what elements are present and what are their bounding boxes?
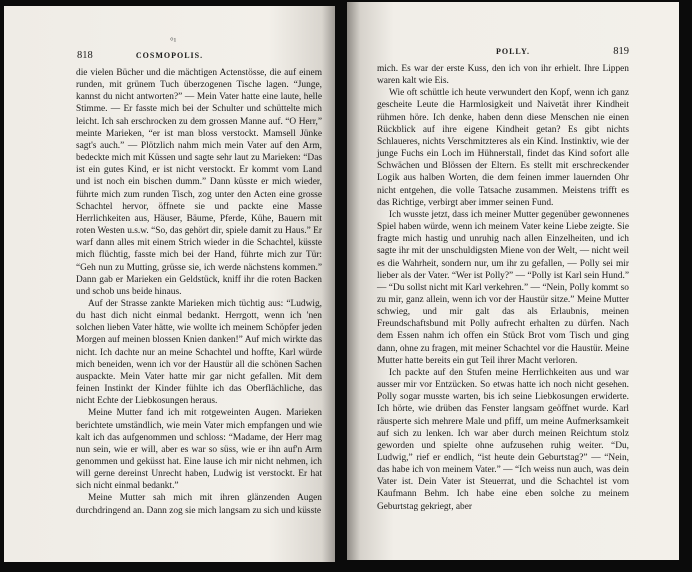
paragraph: Wie oft schüttle ich heute verwundert den Kopf, wenn ich ganz gescheite Leute die Harmlosigkeit und Naivetät ihrer Kindheit rühmen höre. Ich denke, haben denn diese Menschen nie einen Rückblick auf ihre eigene Kindheit getan? Es gibt nichts Schlaueres, nichts Verschmitzteres als ein Kind. Instinktiv, wie der junge Fuchs ein Loch im Hühnerstall, findet das Kind sofort alle Schwächen und Blössen der Eltern. Es stellt mit erschreckender Logik aus halben Worten, die dem feinen immer lauernden Ohr nicht entgehen, die volle Tatsache zusammen. Meistens trifft es das Richtige, verbirgt aber immer seinen Fund. bbox=[377, 88, 629, 208]
left-page bbox=[4, 6, 335, 562]
running-head: COSMOPOLIS. bbox=[135, 51, 204, 60]
page-number: 819 bbox=[613, 46, 629, 57]
paragraph: Meine Mutter sah mich mit ihren glänzenden Augen durchdringend an. Dann zog sie mich langsam zu sich und küsste bbox=[76, 493, 322, 516]
paragraph: Ich packte auf den Stufen meine Herrlichkeiten aus und war ausser mir vor Entzücken. So etwas hatte ich noch nicht gesehen. Polly sogar musste warten, bis ich seine Liebkosungen erwiderte. Ich hörte, wie drüben das Fenster langsam geöffnet wurde. Karl räusperte sich mehrere Male und pfiff, um meine Aufmerksamkeit auf sich zu lenken. Ich war aber durch meinen Reichtum stolz geworden und spielte ohne aufzusehen ruhig weiter. “Du, Ludwig,” rief er endlich, “ist heute dein Geburtstag?” — “Nein, das habe ich von meinem Vater.” — “Ich weiss nun auch, was dein Vater ist. Dein Vater ist Steuerrat, und die Schachtel ist vom Kaufmann Behm. Ich habe eine eben solche zu meinem Geburtstag gekriegt, aber bbox=[377, 367, 629, 512]
paragraph: mich. Es war der erste Kuss, den ich von ihr erhielt. Ihre Lippen waren kalt wie Eis. bbox=[377, 64, 629, 87]
right-page-body bbox=[377, 63, 629, 513]
left-page-header bbox=[4, 50, 335, 64]
right-page bbox=[347, 2, 679, 560]
running-head: POLLY. bbox=[495, 47, 531, 56]
paragraph: die vielen Bücher und die mächtigen Actenstösse, die auf einem runden, mit grünem Tuch überzogenen Tische lagen. “Junge, kannst du nicht antworten?” — Mein Vater hatte eine laute, helle Stimme. — Er fasste mich bei der Schulter und schüttelte mich leicht. Ich sah erschrocken zu dem grossen Manne auf. “O Herr,” meinte Marieken, “er ist man bloss verstockt. Mamsell Jünke sagt's auch.” — Plötzlich nahm mich mein Vater auf den Arm, bedeckte mich mit Küssen und sagte sehr laut zu Marieken: “Das ist ein gutes Kind, er ist nicht verstockt. Er kommt vom Land und ist noch ein bischen dumm.” Dann küsste er mich wieder, führte mich zum runden Tisch, zog unter den Acten eine grosse Schachtel hervor, öffnete sie und packte eine Masse Herrlichkeiten aus, Häuser, Bäume, Pferde, Kühe, Bauern mit roten Westen u.s.w. “So, das gehört dir, spiele damit zu Haus.” Er warf dann alles mit einem Strich wieder in die Schachtel, küsste mich flüchtig, fasste mich bei der Hand, führte mich zur Tür: “Geh nun zu Mutting, grüsse sie, ich werde nächstens kommen.” Dann gab er Marieken ein Geldstück, kniff ihr die roten Backen und schob uns beide hinaus. bbox=[76, 68, 322, 297]
right-page-header bbox=[347, 46, 679, 60]
left-page-body bbox=[76, 67, 322, 517]
paragraph: Meine Mutter fand ich mit rotgeweinten Augen. Marieken berichtete umständlich, wie mein Vater mich empfangen und wie kalt ich das aufgenommen und schloss: “Madame, der Herr mag nun sein, wie er will, aber es war so süss, wie er ihn auf'n Arm genommen und geküsst hat. Eine lause ich mir nicht nehmen, ich will gerne dereinst Unrecht haben, Ludwig ist verstockt. Er hat sich nicht einmal bedankt.” bbox=[76, 408, 322, 492]
paragraph: Auf der Strasse zankte Marieken mich tüchtig aus: “Ludwig, du hast dich nicht einmal bedankt. Herrgott, wenn ich 'nen solchen lieben Vater hätte, wie wollte ich meinem Schöpfer jeden Morgen auf meinen blossen Knien danken!” Auf mich wirkte das nicht. Ich dachte nur an meine Schachtel und hoffte, Karl würde mich beneiden, wenn ich vor der Haustür all die schönen Sachen auspackte. Mein Vater hatte mir gar nicht gefallen. Mit dem feinen Instinkt der Kinder fühlte ich das Oberflächliche, das nicht Echte der Liebkosungen heraus. bbox=[76, 298, 322, 407]
margin-mark: °¹ bbox=[170, 36, 177, 46]
paragraph: Ich wusste jetzt, dass ich meiner Mutter gegenüber gewonnenes Spiel haben würde, wenn ich meinem Vater keine Liebe zeigte. Sie fragte mich hastig und unruhig nach allen Einzelheiten, und ich sagte ihr mit der unschuldigsten Miene von der Welt, — nicht weil es die Wahrheit, sondern nur, um ihr zu gefallen, — Polly sei mir lieber als der Vater. “Wer ist Polly?” — “Polly ist Karl sein Hund.” — “Du sollst nicht mit Karl verkehren.” — “Nein, Polly kommt so zu mir, ganz allein, wenn ich vor der Haustür sitze.” Meine Mutter schwieg, und mir galt das als Erlaubnis, meinen Freundschaftsbund mit Polly aufrecht erhalten zu dürfen. Nach dem Essen nahm ich offen ein Stück Brot vom Tisch und ging dann, ohne zu fragen, mit meiner Schachtel vor die Haustür. Meine Mutter hatte bereits ein gut Teil ihrer Macht verloren. bbox=[377, 209, 629, 366]
page-number: 818 bbox=[77, 50, 93, 61]
